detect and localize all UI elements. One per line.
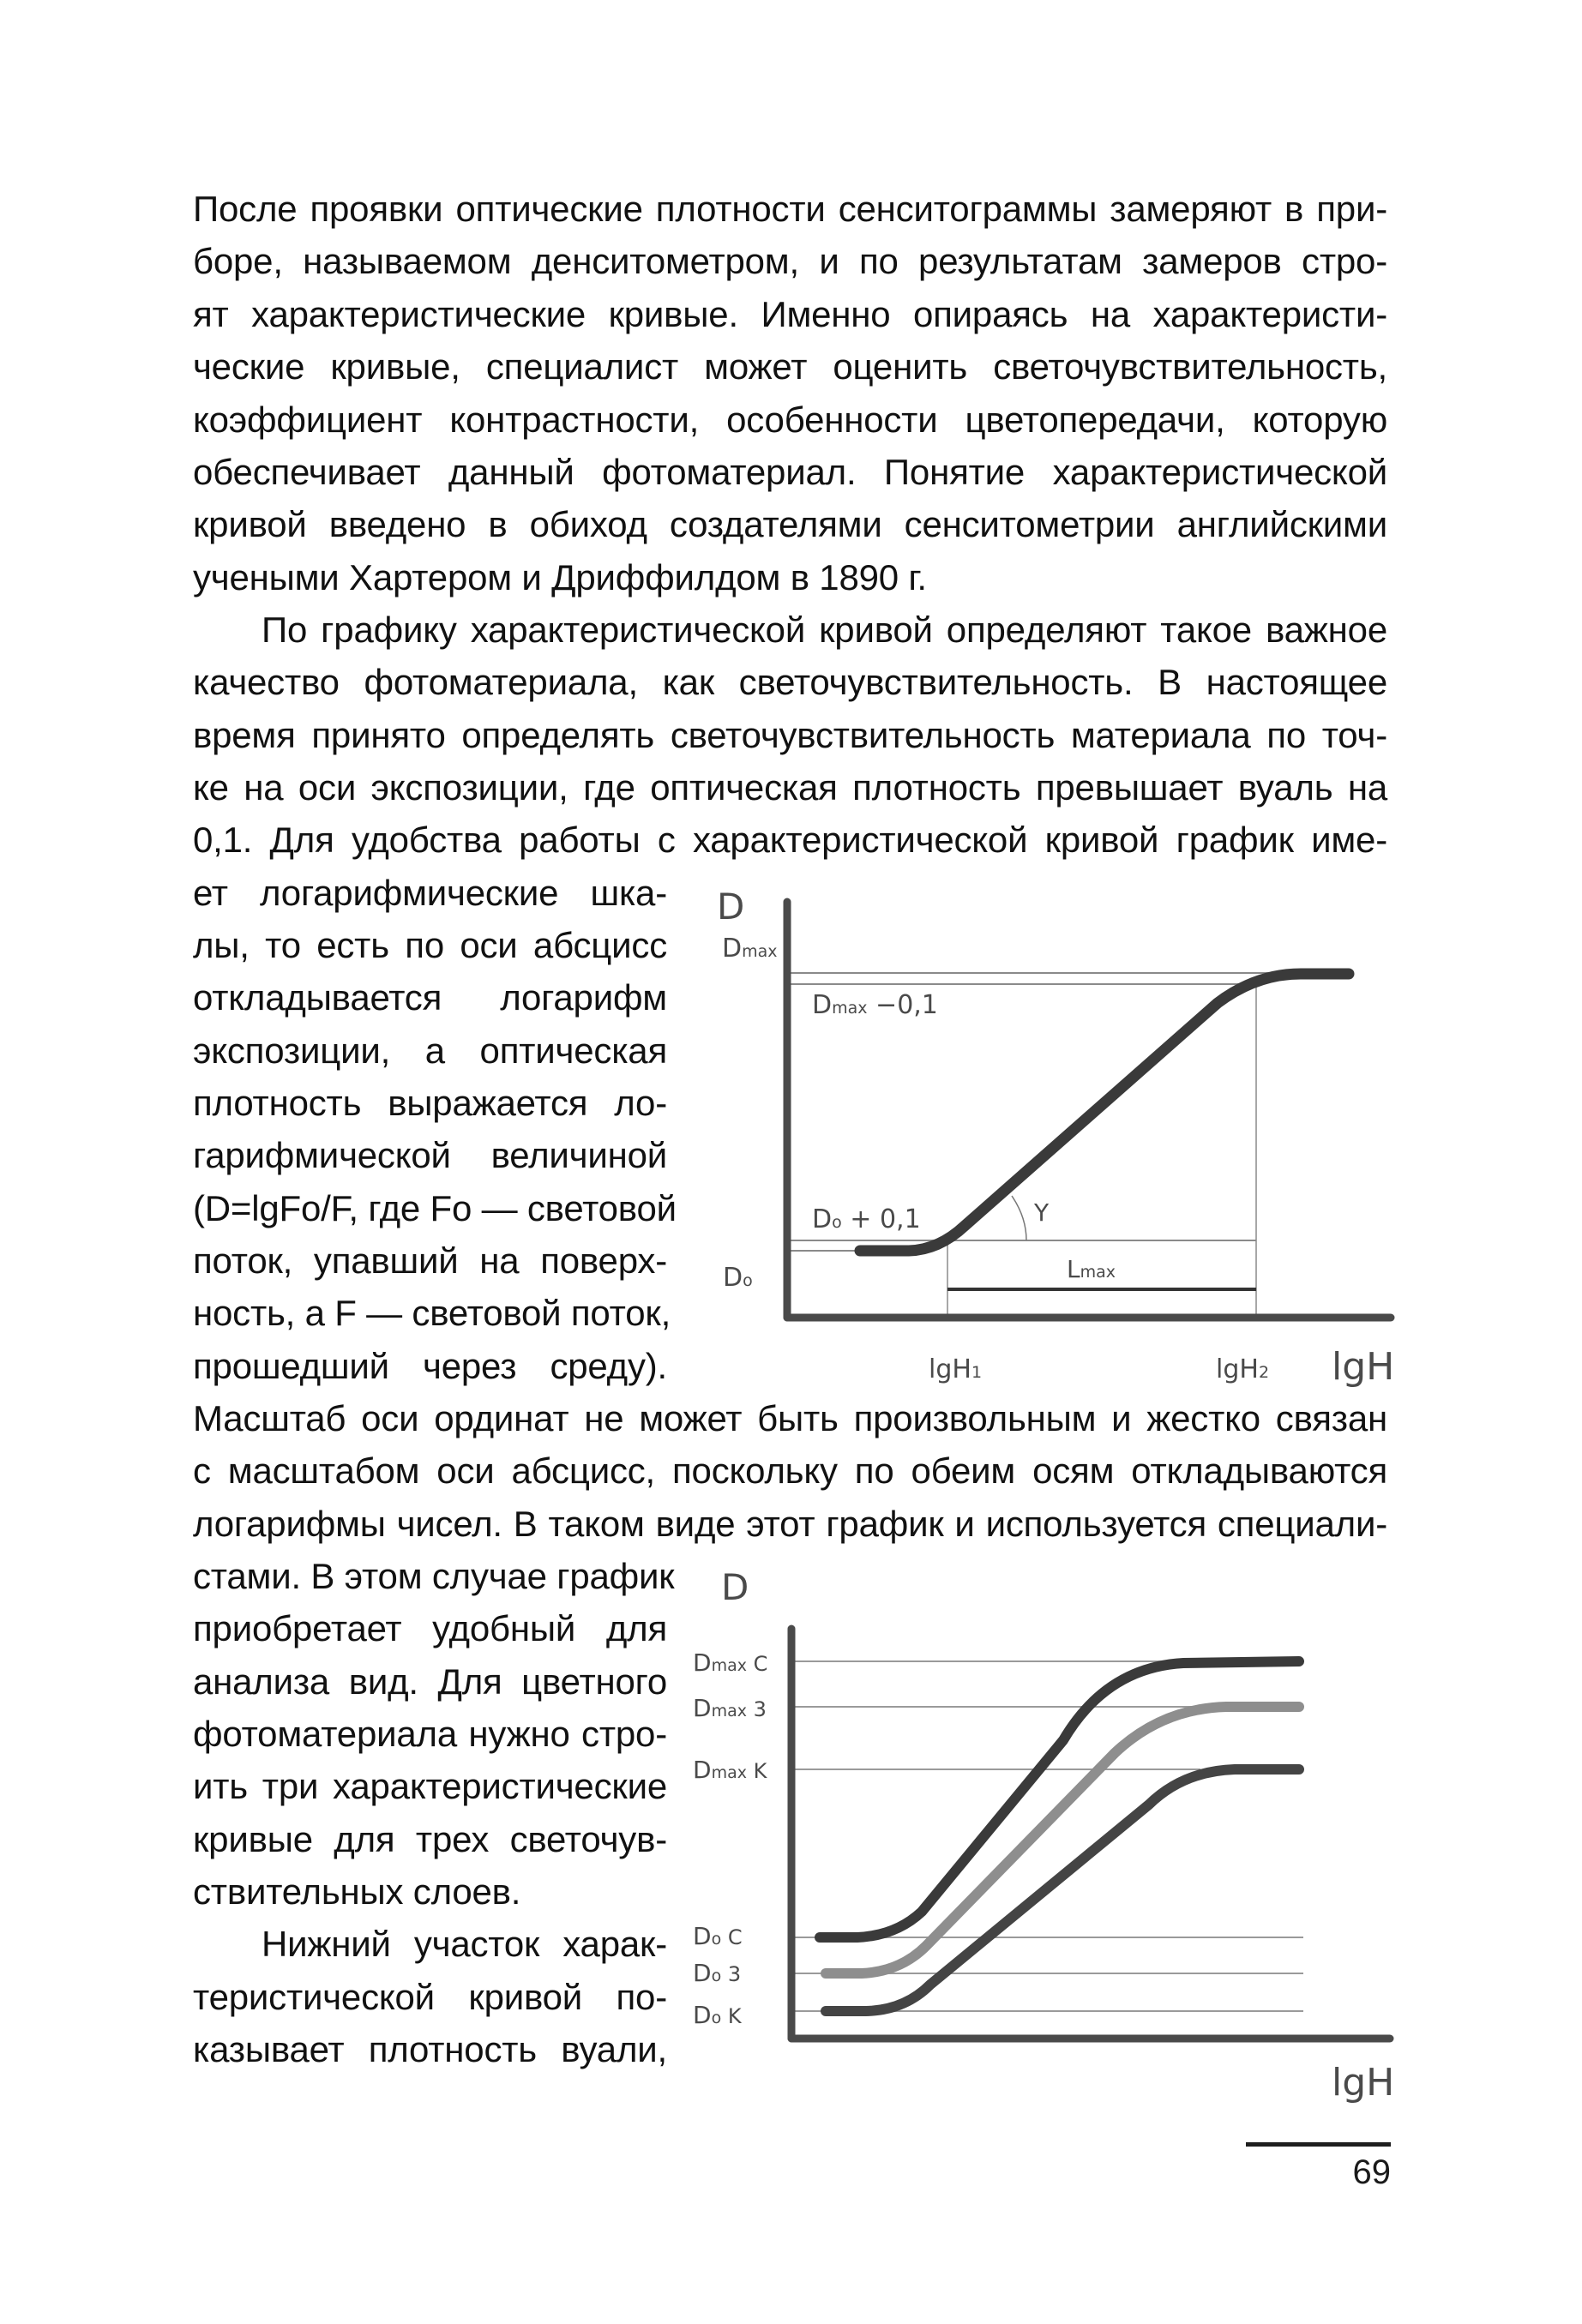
text-line: ствительных слоев.	[193, 1871, 521, 1912]
text-line: откладывается логарифм	[193, 977, 667, 1018]
text-line: ке на оси экспозиции, где оптическая плотность превышает вуаль на	[193, 767, 1387, 808]
text-line: фотоматериала нужно стро-	[193, 1714, 667, 1754]
figure-characteristic-curve	[717, 886, 1394, 1389]
text-line: теристической кривой по-	[193, 1977, 667, 2017]
lgh1-label: lgH1	[929, 1354, 983, 1384]
text-line: поток, упавший на поверх-	[193, 1240, 667, 1281]
text-line: экспозиции, а оптическая	[193, 1030, 667, 1071]
text-line: кривые для трех светочув-	[193, 1819, 667, 1859]
text-line: стами. В этом случае график	[193, 1556, 675, 1596]
lmax-label: Lmax	[1067, 1255, 1116, 1283]
text-line: ет логарифмические шка-	[193, 873, 667, 913]
text-line: Масштаб оси ординат не может быть произвольным и жестко связан	[193, 1398, 1387, 1438]
text-line: прошедший через среду).	[193, 1346, 667, 1386]
text-line: Нижний участок харак-	[262, 1924, 667, 1964]
text-line: (D=lgFo/F, где Fo — световой	[193, 1188, 677, 1228]
text-line: качество фотоматериала, как светочувствительность. В настоящее	[193, 662, 1387, 702]
text-line: обеспечивает данный фотоматериал. Понятие характеристической	[193, 452, 1387, 492]
text-line: время принято определять светочувствительность материала по точ-	[193, 715, 1387, 755]
dmax-c-label: Dmax C	[693, 1648, 768, 1677]
text-line: логарифмы чисел. В таком виде этот график и используется специали-	[193, 1504, 1387, 1544]
figure-three-curves	[693, 1566, 1394, 2105]
dmax-minus-label: Dmax −0,1	[812, 990, 938, 1020]
text-line: По графику характеристической кривой определяют такое важное	[262, 610, 1387, 650]
dmax-k-label: Dmax K	[693, 1756, 767, 1784]
page-number: 69	[1352, 2153, 1391, 2191]
text-line: гарифмической величиной	[193, 1135, 667, 1175]
text-line: коэффициент контрастности, особенности цветопередачи, которую	[193, 399, 1387, 440]
d0-k-label: Do K	[693, 2001, 742, 2029]
page-number-rule	[1246, 2142, 1391, 2147]
text-line: После проявки оптические плотности сенситограммы замеряют в при-	[193, 189, 1387, 229]
y-axis-label: D	[717, 886, 745, 928]
text-line: боре, называемом денситометром, и по результатам замеров стро-	[193, 241, 1387, 281]
x-axis-label: lgH	[1332, 2061, 1395, 2105]
dmax-label: Dmax	[722, 934, 778, 964]
dmax-3-label: Dmax 3	[693, 1694, 767, 1722]
text-line: приобретает удобный для	[193, 1608, 667, 1648]
characteristic-curve	[860, 974, 1349, 1251]
curve-3	[826, 1707, 1299, 1973]
text-line: с масштабом оси абсцисс, поскольку по обеим осям откладываются	[193, 1450, 1387, 1491]
text-line: 0,1. Для удобства работы с характеристической кривой график име-	[193, 820, 1387, 860]
curve-k	[826, 1769, 1299, 2011]
x-axis-label: lgH	[1332, 1345, 1395, 1389]
d0-c-label: Do C	[693, 1922, 743, 1950]
curve-c	[820, 1661, 1299, 1937]
text-line: казывает плотность вуали,	[193, 2029, 667, 2069]
text-line: ность, а F — световой поток,	[193, 1293, 671, 1333]
text-line: плотность выражается ло-	[193, 1083, 667, 1123]
d0-plus-label: Do + 0,1	[812, 1204, 921, 1234]
text-line: учеными Хартером и Дриффилдом в 1890 г.	[193, 557, 927, 598]
d0-3-label: Do 3	[693, 1959, 742, 1987]
text-line: анализа вид. Для цветного	[193, 1661, 667, 1702]
gamma-label: Y	[1034, 1198, 1050, 1227]
text-line: ческие кривые, специалист может оценить светочувствительность,	[193, 346, 1387, 387]
d0-label: Do	[723, 1263, 753, 1293]
text-line: кривой введено в обиход создателями сенситометрии английскими	[193, 504, 1387, 544]
lgh2-label: lgH2	[1216, 1354, 1270, 1384]
y-axis-label: D	[721, 1566, 749, 1608]
text-line: ят характеристические кривые. Именно опираясь на характеристи-	[193, 294, 1387, 334]
text-line: ить три характеристические	[193, 1766, 667, 1806]
text-line: лы, то есть по оси абсцисс	[193, 925, 667, 965]
gamma-angle-arc	[1012, 1196, 1026, 1240]
